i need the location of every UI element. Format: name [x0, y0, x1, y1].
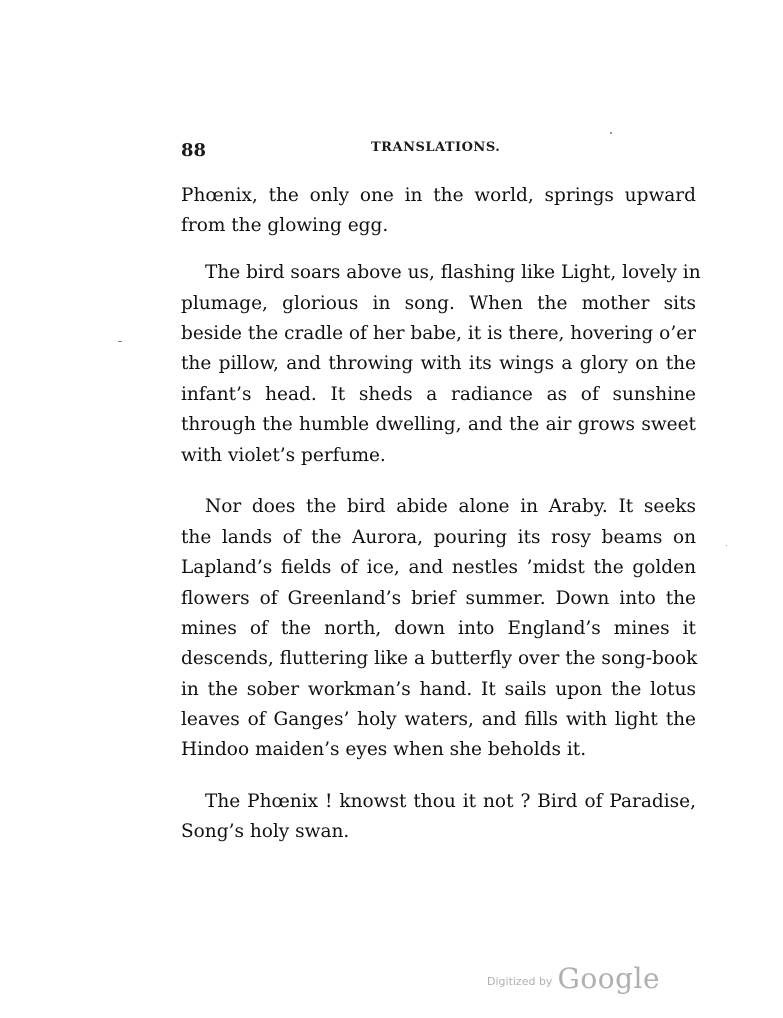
scan-speck	[726, 545, 727, 546]
text-line: leaves of Ganges’ holy waters, and fills with light the	[181, 709, 696, 730]
text-line: Phœnix, the only one in the world, springs upward	[181, 185, 696, 206]
google-wordmark: Google	[557, 962, 661, 995]
text-line: The bird soars above us, flashing like Light, lovely in	[205, 262, 701, 283]
scan-speck	[118, 341, 122, 342]
text-line: from the glowing egg.	[181, 215, 389, 236]
text-line: beside the cradle of her babe, it is there, hovering o’er	[181, 323, 696, 344]
digitized-label: Digitized by	[487, 975, 553, 988]
digitized-by-google-watermark	[487, 962, 660, 995]
text-line: flowers of Greenland’s brief summer. Down into the	[181, 588, 696, 609]
page-number: 88	[181, 140, 207, 161]
text-line: The Phœnix ! knowst thou it not ? Bird of Paradise,	[205, 791, 696, 812]
text-line: Nor does the bird abide alone in Araby. It seeks	[205, 496, 696, 517]
text-line: descends, fluttering like a butterfly over the song-book	[181, 648, 698, 669]
scan-speck	[610, 132, 612, 134]
text-line: the pillow, and throwing with its wings a glory on the	[181, 353, 696, 374]
text-line: through the humble dwelling, and the air grows sweet	[181, 414, 696, 435]
text-line: mines of the north, down into England’s mines it	[181, 618, 696, 639]
text-line: Lapland’s fields of ice, and nestles ’midst the golden	[181, 557, 696, 578]
text-line: the lands of the Aurora, pouring its rosy beams on	[181, 527, 696, 548]
page-header	[181, 138, 696, 162]
text-line: infant’s head. It sheds a radiance as of sunshine	[181, 384, 696, 405]
text-line: Hindoo maiden’s eyes when she beholds it.	[181, 739, 587, 760]
text-line: with violet’s perfume.	[181, 445, 386, 466]
text-line: in the sober workman’s hand. It sails upon the lotus	[181, 679, 696, 700]
text-line: Song’s holy swan.	[181, 821, 350, 842]
running-title: TRANSLATIONS.	[371, 140, 501, 155]
text-line: plumage, glorious in song. When the mother sits	[181, 293, 696, 314]
